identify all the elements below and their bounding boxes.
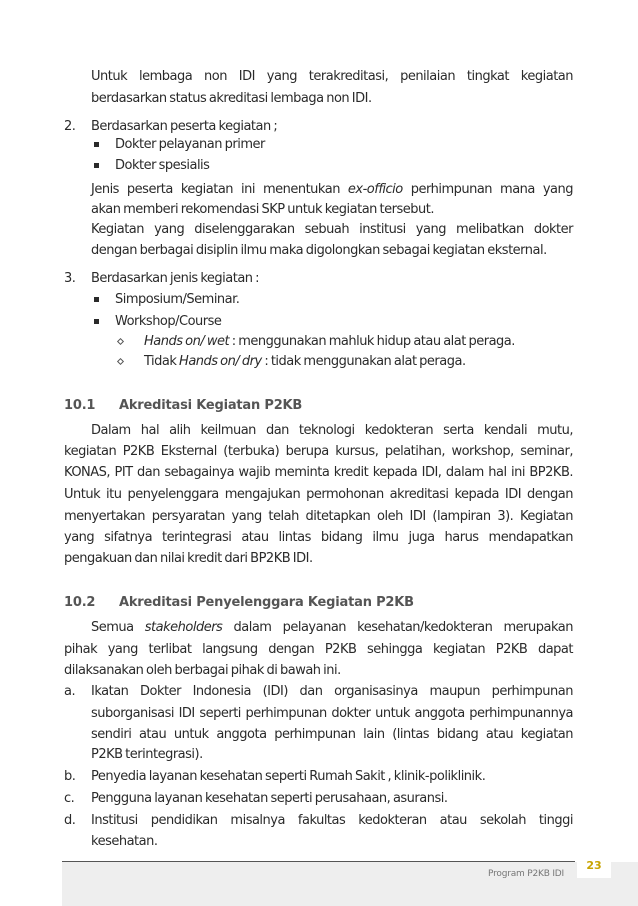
stakeholders-term: stakeholders: [144, 620, 223, 635]
item-2-paragraph-2-line-1: Kegiatan yang diselenggarakan sebuah institusi yang melibatkan dokter: [91, 222, 573, 237]
list-a-line-2: suborganisasi IDI seperti perhimpunan dokter untuk anggota perhimpunannya: [91, 706, 573, 721]
list-label-a: a.: [64, 684, 76, 699]
item-2-bullet-2: Dokter spesialis: [115, 158, 210, 173]
list-a-line-1: Ikatan Dokter Indonesia (IDI) dan organisasinya maupun perhimpunan: [91, 684, 573, 699]
bullet-square-icon: [94, 297, 99, 302]
bullet-square-icon: [94, 163, 99, 168]
list-c-text: Pengguna layanan kesehatan seperti perusahaan, asuransi.: [91, 791, 448, 806]
item-3-number: 3.: [64, 271, 76, 286]
section-10-1-number: 10.1: [64, 398, 96, 413]
sec-10-1-line-5: menyertakan persyaratan yang telah ditetapkan oleh IDI (lampiran 3). Kegiatan: [64, 509, 573, 524]
sec-10-2-line-2: pihak yang terlibat langsung dengan P2KB sehingga kegiatan P2KB dapat: [64, 642, 573, 657]
item-2-paragraph-1-line-2: akan memberi rekomendasi SKP untuk kegiatan tersebut.: [91, 202, 434, 217]
sec-10-1-line-3: KONAS, PIT dan sebagainya wajib meminta kredit kepada IDI, dalam hal ini BP2KB.: [64, 465, 573, 480]
sec-10-1-last-line: pengakuan dan nilai kredit dari BP2KB IDI.: [64, 551, 313, 566]
item-2-title: Berdasarkan peserta kegiatan ;: [91, 119, 278, 134]
intro-line-1: Untuk lembaga non IDI yang terakreditasi, penilaian tingkat kegiatan: [91, 69, 573, 84]
item-2-paragraph-2-line-2: dengan berbagai disiplin ilmu maka digolongkan sebagai kegiatan eksternal.: [91, 243, 547, 258]
list-d-line-1: Institusi pendidikan misalnya fakultas kedokteran atau sekolah tinggi: [91, 813, 573, 828]
list-a-line-4: P2KB terintegrasi).: [91, 747, 203, 762]
list-d-line-2: kesehatan.: [91, 834, 158, 849]
sec-10-1-line-2: kegiatan P2KB Eksternal (terbuka) berupa kursus, pelatihan, workshop, seminar,: [64, 444, 573, 459]
sec-10-2-line-1: Semua stakeholders dalam pelayanan kesehatan/kedokteran merupakan: [91, 620, 573, 635]
item-3-bullet-2: Workshop/Course: [115, 314, 222, 329]
sec-10-2-line-3: dilaksanakan oleh berbagai pihak di bawah ini.: [64, 663, 341, 678]
intro-line-2: berdasarkan status akreditasi lembaga non IDI.: [91, 91, 372, 106]
bullet-diamond-icon: [117, 358, 124, 365]
list-label-b: b.: [64, 769, 76, 784]
item-2-bullet-1: Dokter pelayanan primer: [115, 137, 265, 152]
section-10-2-number: 10.2: [64, 595, 96, 610]
sec-10-1-line-6: yang sifatnya terintegrasi atau lintas bidang ilmu juga harus mendapatkan: [64, 530, 573, 545]
ex-officio-term: ex-officio: [347, 182, 403, 197]
item-3-sub-2: Tidak Hands on/ dry : tidak menggunakan alat peraga.: [144, 354, 466, 369]
bullet-square-icon: [94, 142, 99, 147]
footer-divider: [62, 861, 575, 862]
sec-10-1-line-1: Dalam hal alih keilmuan dan teknologi kedokteran serta kendali mutu,: [91, 423, 573, 438]
item-3-title: Berdasarkan jenis kegiatan :: [91, 271, 260, 286]
section-10-2-title: Akreditasi Penyelenggara Kegiatan P2KB: [119, 595, 414, 610]
item-3-sub-1: Hands on/ wet : menggunakan mahluk hidup atau alat peraga.: [144, 334, 515, 349]
list-b-text: Penyedia layanan kesehatan seperti Rumah Sakit , klinik-poliklinik.: [91, 769, 486, 784]
bullet-square-icon: [94, 319, 99, 324]
list-label-d: d.: [64, 813, 76, 828]
list-a-line-3: sendiri atau untuk anggota perhimpunan lain (lintas bidang atau kegiatan: [91, 727, 573, 742]
bullet-diamond-icon: [117, 338, 124, 345]
page-number: 23: [577, 854, 611, 878]
sec-10-1-line-4: Untuk itu penyelenggara mengajukan permohonan akreditasi kepada IDI dengan: [64, 487, 573, 502]
item-3-bullet-1: Simposium/Seminar.: [115, 292, 240, 307]
footer-program-label: Program P2KB IDI: [488, 869, 564, 879]
list-label-c: c.: [64, 791, 75, 806]
item-2-paragraph-1-line-1: Jenis peserta kegiatan ini menentukan ex-officio perhimpunan mana yang: [91, 182, 573, 197]
section-10-1-title: Akreditasi Kegiatan P2KB: [119, 398, 303, 413]
item-2-number: 2.: [64, 119, 76, 134]
